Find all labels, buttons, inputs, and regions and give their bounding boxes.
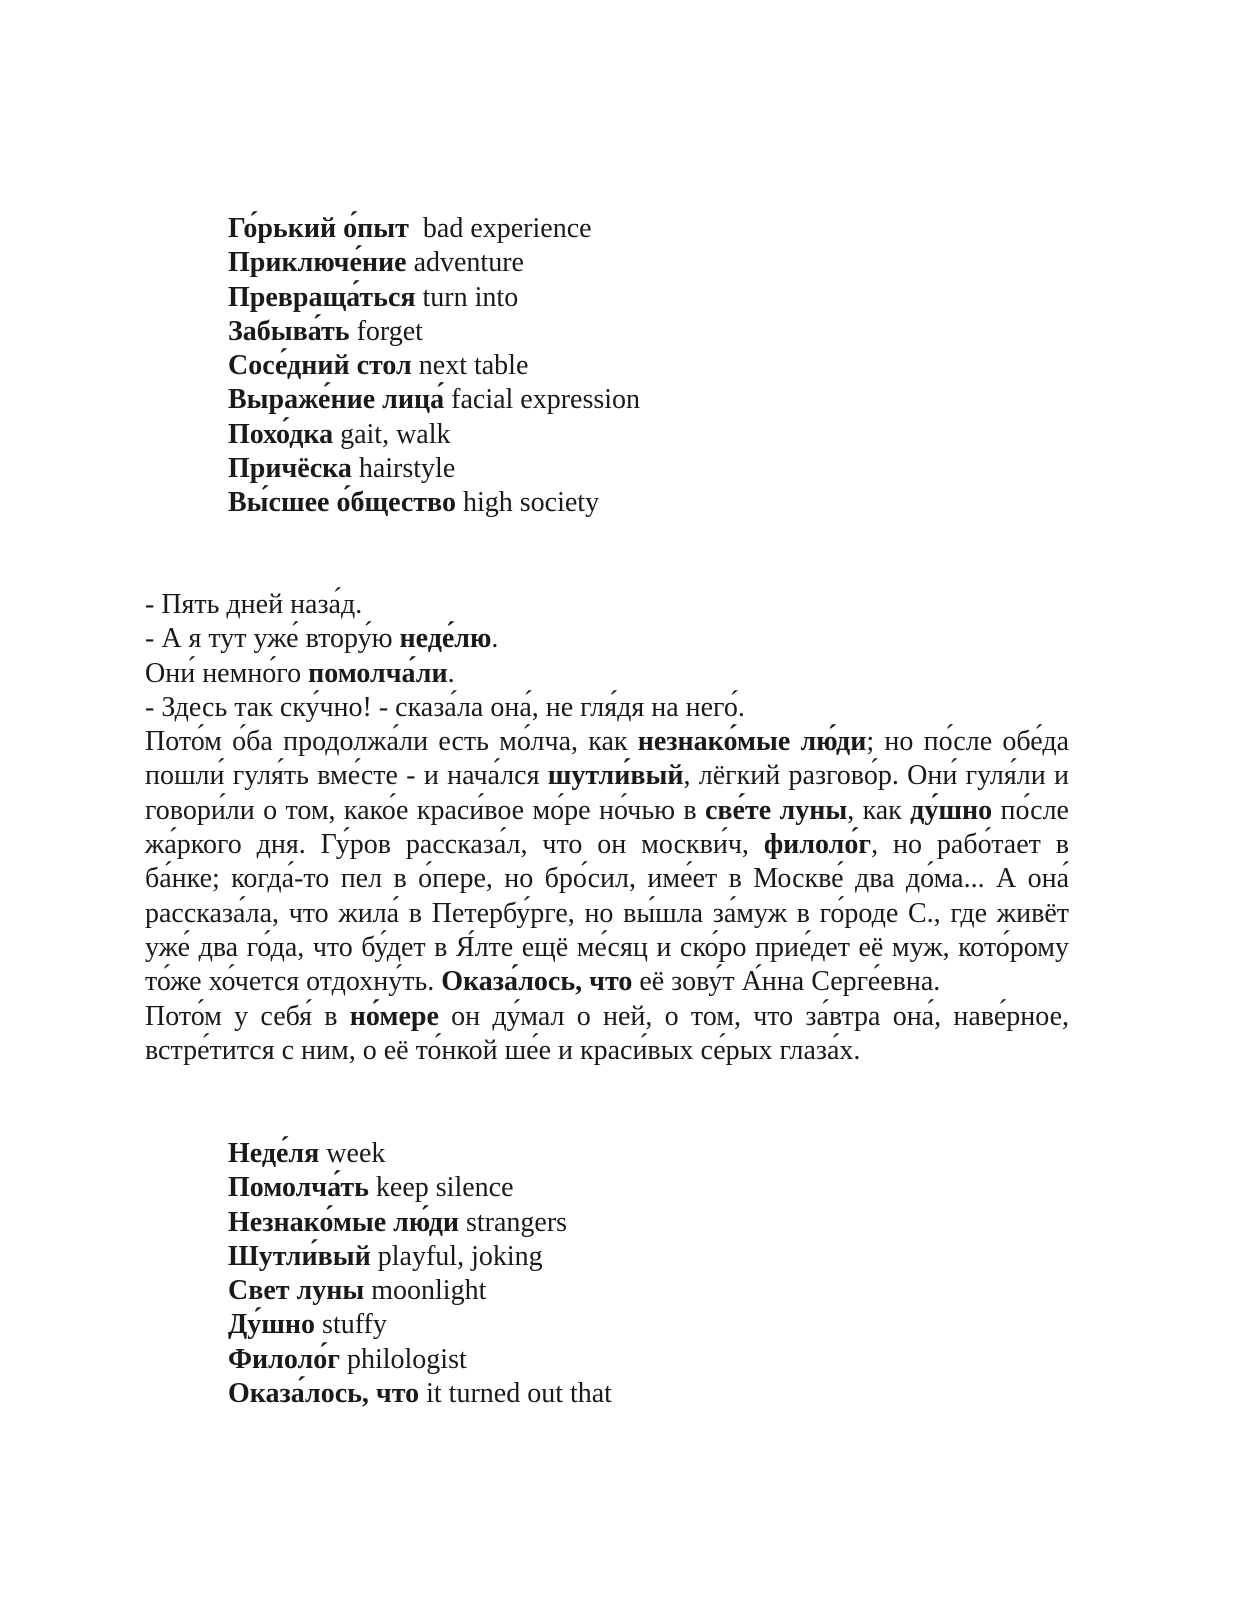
vocab-entry xyxy=(228,486,640,520)
vocab-term: Оказа́лось, что xyxy=(228,1378,420,1410)
text-run: , но рабо́тает в ба́нке; когда́-то пел в о́пере, но бро́сил, име́ет в Москве́ два до́ма... А она́ рассказа́ла, что жила́ в Петербу́рге, но вы́шла за́муж в го́роде С., где живёт уже́ два го́да, что бу́дет в Я́лте ещё ме́сяц и ско́ро прие́дет её муж, кото́рому то́же хо́чется отдохну́ть. xyxy=(145,829,1069,998)
vocab-term: Неде́ля xyxy=(228,1138,320,1169)
vocab-term: Причёска xyxy=(228,453,352,485)
vocab-gloss: next table xyxy=(411,350,529,382)
vocab-gloss: hairstyle xyxy=(351,453,456,485)
vocab-term: Филоло́г xyxy=(228,1343,340,1375)
vocab-gloss: high society xyxy=(455,487,600,519)
dialogue-text: - Пять дней наза́д. xyxy=(145,589,363,620)
text-run: он ду́мал о ней, о том, что за́втра она́, наве́рное, встре́тится с ним, о её то́нкой ше́е и краси́вых се́рых глаза́х. xyxy=(145,1000,1070,1066)
vocab-entry xyxy=(228,1343,612,1377)
highlighted-word: неде́лю xyxy=(399,623,492,655)
vocab-term: Го́рький о́пыт xyxy=(228,213,409,244)
vocab-gloss: bad experience xyxy=(408,213,592,244)
vocab-term: Незнако́мые лю́ди xyxy=(228,1206,459,1238)
vocab-entry xyxy=(228,349,640,383)
highlighted-word: помолча́ли xyxy=(308,657,448,689)
dialogue-line xyxy=(145,622,1069,656)
vocab-gloss: gait, walk xyxy=(333,418,451,450)
vocab-entry xyxy=(228,1137,612,1171)
highlighted-word: филоло́г xyxy=(763,829,872,861)
vocab-term: Приключе́ние xyxy=(228,247,407,279)
vocabulary-list-2 xyxy=(228,1137,612,1411)
vocab-term: Выраже́ние лица́ xyxy=(228,384,445,416)
vocab-gloss: philologist xyxy=(339,1343,467,1375)
vocab-term: Помолча́ть xyxy=(228,1172,369,1204)
dialogue-text: . xyxy=(491,623,499,655)
vocab-term: Превраща́ться xyxy=(228,281,416,313)
highlighted-word: све́те луны xyxy=(704,794,848,826)
dialogue-line xyxy=(145,691,1069,725)
vocab-entry xyxy=(228,246,640,280)
dialogue-line xyxy=(145,588,1069,622)
vocab-gloss: forget xyxy=(349,315,423,347)
vocab-term: Сосе́дний стол xyxy=(228,350,412,382)
vocab-term: Шутли́вый xyxy=(228,1240,371,1272)
highlighted-word: но́мере xyxy=(349,1000,439,1032)
vocab-term: Забыва́ть xyxy=(228,315,350,347)
vocab-entry xyxy=(228,1206,612,1240)
vocab-gloss: moonlight xyxy=(364,1275,487,1307)
vocab-term: Свет луны xyxy=(228,1275,365,1307)
vocabulary-list-1 xyxy=(228,212,640,521)
dialogue-text: - Здесь так ску́чно! - сказа́ла она́, не гля́дя на него́. xyxy=(145,691,745,723)
highlighted-word: шутли́вый xyxy=(547,760,684,792)
narration-line xyxy=(145,657,1069,691)
vocab-entry xyxy=(228,1171,612,1205)
vocab-term: Ду́шно xyxy=(228,1309,316,1341)
paragraph-1 xyxy=(145,725,1069,999)
vocab-gloss: facial expression xyxy=(444,384,641,416)
text-run: ; но по́сле обе́да пошли́ гуля́ть вме́сте - и нача́лся xyxy=(145,726,1069,792)
vocab-entry xyxy=(228,1274,612,1308)
story-text xyxy=(145,588,1069,1068)
vocab-entry xyxy=(228,1308,612,1342)
vocab-term: Похо́дка xyxy=(228,418,334,450)
vocab-gloss: playful, joking xyxy=(370,1240,543,1272)
paragraph-2 xyxy=(145,1000,1069,1069)
narration-text: . xyxy=(447,657,455,689)
text-run: Пото́м у себя́ в xyxy=(145,1000,350,1032)
text-run: , как xyxy=(847,794,911,826)
vocab-entry xyxy=(228,1240,612,1274)
highlighted-word: ду́шно xyxy=(910,794,993,826)
vocab-gloss: strangers xyxy=(459,1206,568,1238)
vocab-entry xyxy=(228,1377,612,1411)
vocab-entry xyxy=(228,452,640,486)
narration-text: Они́ немно́го xyxy=(145,657,309,689)
vocab-gloss: turn into xyxy=(415,281,519,313)
vocab-entry xyxy=(228,418,640,452)
dialogue-text: - А я тут уже́ втору́ю xyxy=(145,623,400,655)
text-run: , лёгкий разгово́р. Они́ гуля́ли и говори́ли о том, како́е краси́вое мо́ре но́чью в xyxy=(145,760,1069,826)
vocab-gloss: stuffy xyxy=(315,1309,387,1341)
vocab-term: Вы́сшее о́бщество xyxy=(228,487,456,519)
highlighted-word: незнако́мые лю́ди xyxy=(637,726,867,758)
text-run: её зову́т А́нна Серге́евна. xyxy=(632,966,941,998)
text-run: по́сле жа́ркого дня. Гу́ров рассказа́л, что он москви́ч, xyxy=(145,794,1069,861)
highlighted-word: Оказа́лось, что xyxy=(441,966,633,998)
vocab-gloss: keep silence xyxy=(368,1172,514,1204)
vocab-entry xyxy=(228,315,640,349)
vocab-gloss: it turned out that xyxy=(419,1378,612,1410)
vocab-entry xyxy=(228,281,640,315)
text-run: Пото́м о́ба продолжа́ли есть мо́лча, как xyxy=(145,726,638,758)
vocab-entry xyxy=(228,383,640,417)
vocab-entry xyxy=(228,212,640,246)
vocab-gloss: week xyxy=(319,1138,386,1169)
vocab-gloss: adventure xyxy=(406,247,524,279)
